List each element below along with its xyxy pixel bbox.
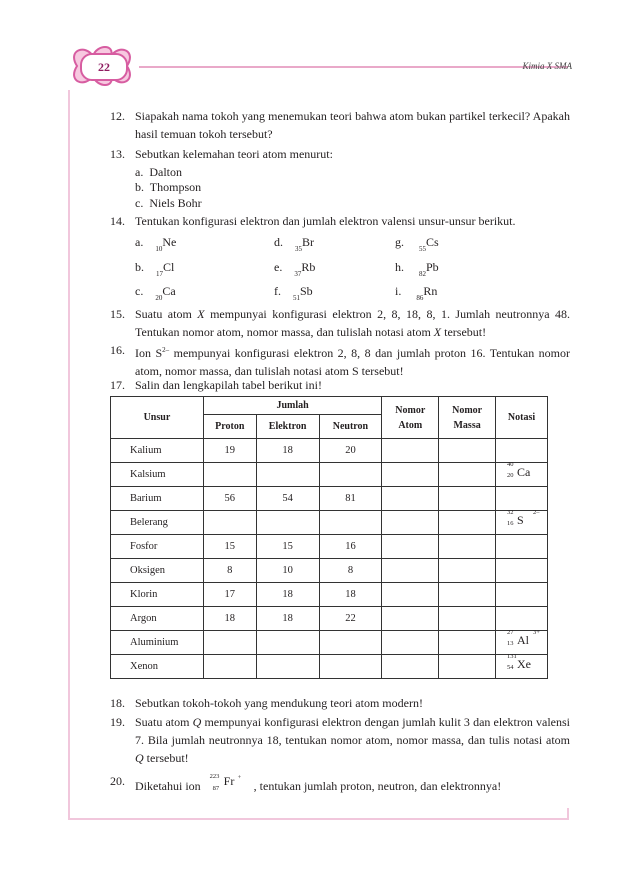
cell-elektron: 18	[256, 439, 319, 463]
cell-proton: 15	[203, 535, 256, 559]
cell-notasi	[496, 607, 548, 631]
question-text: Salin dan lengkapilah tabel berikut ini!	[135, 378, 322, 392]
cell-elektron: 18	[256, 607, 319, 631]
question-number: 12.	[110, 109, 125, 123]
cell-notasi	[496, 487, 548, 511]
page-number: 22	[80, 53, 128, 81]
cell-nomor-atom	[382, 439, 439, 463]
header-elektron: Elektron	[256, 415, 319, 439]
question-text: Siapakah nama tokoh yang menemukan teori bahwa atom bukan partikel terkecil? Apakah hasil temuan tokoh tersebut?	[135, 109, 570, 141]
frame-bottom	[68, 818, 569, 820]
header-unsur: Unsur	[111, 397, 204, 439]
isotope-notation: 131 54 Xe	[507, 653, 531, 671]
cell-nomor-massa	[439, 655, 496, 679]
cell-nomor-atom	[382, 487, 439, 511]
option-b: b. Thompson	[135, 180, 202, 194]
cell-proton: 18	[203, 607, 256, 631]
element-item: h. $_{82}$Pb	[395, 260, 439, 278]
cell-nomor-atom	[382, 559, 439, 583]
cell-proton: 8	[203, 559, 256, 583]
header-rule	[139, 66, 568, 68]
isotope-notation: 27 13 Al 3+	[507, 629, 540, 647]
cell-proton: 19	[203, 439, 256, 463]
cell-nomor-massa	[439, 559, 496, 583]
cell-neutron	[319, 511, 382, 535]
table-row	[111, 559, 548, 583]
cell-unsur: Fosfor	[111, 535, 204, 559]
table-row	[111, 631, 548, 655]
cell-unsur: Xenon	[111, 655, 204, 679]
cell-nomor-massa	[439, 511, 496, 535]
question-number: 16.	[110, 343, 125, 357]
cell-notasi	[496, 631, 548, 655]
question-number: 14.	[110, 214, 125, 228]
question-text: Ion $S^{2-}$ mempunyai konfigurasi elektron 2, 8, 8 dan jumlah proton 16. Tentukan nomor atom, nomor massa, dan tulislah notasi atom S tersebut!	[135, 346, 571, 378]
element-item: e. $_{37}$Rb	[274, 260, 316, 278]
cell-neutron	[319, 631, 382, 655]
cell-nomor-atom	[382, 655, 439, 679]
cell-neutron: 8	[319, 559, 382, 583]
question-number: 19.	[110, 715, 125, 729]
cell-elektron	[256, 655, 319, 679]
element-table	[110, 396, 548, 679]
question-text: Suatu atom Q mempunyai konfigurasi elektron dengan jumlah kulit 3 dan elektron valensi 7. Bila jumlah neutronnya 18, tentukan nomor atom, nomor massa, dan tulis notasi atom Q tersebut!	[135, 715, 570, 765]
running-title: Kimia X SMA	[522, 61, 572, 71]
isotope-notation: 32 16 S 2–	[507, 509, 540, 527]
cell-nomor-massa	[439, 439, 496, 463]
cell-nomor-atom	[382, 511, 439, 535]
question-number: 18.	[110, 696, 125, 710]
cell-unsur: Argon	[111, 607, 204, 631]
cell-neutron: 81	[319, 487, 382, 511]
cell-unsur: Oksigen	[111, 559, 204, 583]
cell-elektron	[256, 463, 319, 487]
cell-neutron: 16	[319, 535, 382, 559]
question-number: 17.	[110, 378, 125, 392]
cell-notasi	[496, 583, 548, 607]
cell-nomor-atom	[382, 631, 439, 655]
cell-nomor-atom	[382, 535, 439, 559]
cell-notasi	[496, 655, 548, 679]
cell-nomor-massa	[439, 583, 496, 607]
cell-nomor-massa	[439, 463, 496, 487]
cell-elektron	[256, 511, 319, 535]
question-number: 13.	[110, 147, 125, 161]
cell-proton: 56	[203, 487, 256, 511]
cell-neutron	[319, 463, 382, 487]
cell-neutron: 20	[319, 439, 382, 463]
question-text: Sebutkan kelemahan teori atom menurut:	[135, 147, 333, 161]
frame-right	[567, 808, 569, 820]
header-notasi: Notasi	[496, 397, 548, 439]
element-item: b. $_{17}$Cl	[135, 260, 175, 278]
header-jumlah: Jumlah	[203, 397, 382, 415]
cell-proton	[203, 463, 256, 487]
table-row	[111, 439, 548, 463]
table-row	[111, 607, 548, 631]
cell-neutron: 18	[319, 583, 382, 607]
element-item: f. $_{51}$Sb	[274, 284, 313, 302]
question-text: Sebutkan tokoh-tokoh yang mendukung teori atom modern!	[135, 696, 423, 710]
cell-nomor-massa	[439, 487, 496, 511]
cell-proton	[203, 511, 256, 535]
cell-elektron: 10	[256, 559, 319, 583]
cell-unsur: Klorin	[111, 583, 204, 607]
question-text: Suatu atom X mempunyai konfigurasi elektron 2, 8, 18, 8, 1. Jumlah neutronnya 48. Tentukan nomor atom, nomor massa, dan tulislah notasi atom X tersebut!	[135, 307, 570, 339]
table-row	[111, 535, 548, 559]
cell-nomor-atom	[382, 583, 439, 607]
cell-unsur: Belerang	[111, 511, 204, 535]
cell-proton	[203, 655, 256, 679]
cell-notasi	[496, 463, 548, 487]
cell-nomor-atom	[382, 607, 439, 631]
cell-neutron: 22	[319, 607, 382, 631]
table-row	[111, 511, 548, 535]
header-proton: Proton	[203, 415, 256, 439]
cell-notasi	[496, 511, 548, 535]
cell-notasi	[496, 439, 548, 463]
question-number: 20.	[110, 774, 125, 788]
question-text: Tentukan konfigurasi elektron dan jumlah elektron valensi unsur-unsur berikut.	[135, 214, 516, 228]
cell-elektron: 54	[256, 487, 319, 511]
cell-nomor-massa	[439, 607, 496, 631]
cell-elektron: 18	[256, 583, 319, 607]
option-c: c. Niels Bohr	[135, 196, 202, 210]
frame-left	[68, 90, 70, 820]
table-row	[111, 463, 548, 487]
element-item: i. $_{86}$Rn	[395, 284, 438, 302]
cell-elektron	[256, 631, 319, 655]
element-item: a. $_{10}$Ne	[135, 235, 177, 253]
header-neutron: Neutron	[319, 415, 382, 439]
element-item: c. $_{20}$Ca	[135, 284, 176, 302]
cell-nomor-atom	[382, 463, 439, 487]
cell-neutron	[319, 655, 382, 679]
cell-notasi	[496, 535, 548, 559]
cell-nomor-massa	[439, 631, 496, 655]
header-nomor-atom: Nomor Atom	[382, 397, 439, 439]
option-a: a. Dalton	[135, 165, 182, 179]
cell-notasi	[496, 559, 548, 583]
table-row	[111, 655, 548, 679]
table-row	[111, 583, 548, 607]
cell-unsur: Aluminium	[111, 631, 204, 655]
cell-nomor-massa	[439, 535, 496, 559]
table-row	[111, 487, 548, 511]
cell-unsur: Barium	[111, 487, 204, 511]
question-number: 15.	[110, 307, 125, 321]
isotope-notation: 40 20 Ca	[507, 461, 531, 479]
cell-elektron: 15	[256, 535, 319, 559]
header-nomor-massa: Nomor Massa	[439, 397, 496, 439]
ion-notation: 223 87 Fr +	[209, 773, 242, 792]
cell-unsur: Kalsium	[111, 463, 204, 487]
cell-unsur: Kalium	[111, 439, 204, 463]
cell-proton	[203, 631, 256, 655]
cell-proton: 17	[203, 583, 256, 607]
element-item: g. $_{55}$Cs	[395, 235, 439, 253]
element-item: d. $_{35}$Br	[274, 235, 314, 253]
question-text: Diketahui ion 223 87 Fr + , tentukan jumlah proton, neutron, dan elektronnya!	[135, 773, 502, 793]
